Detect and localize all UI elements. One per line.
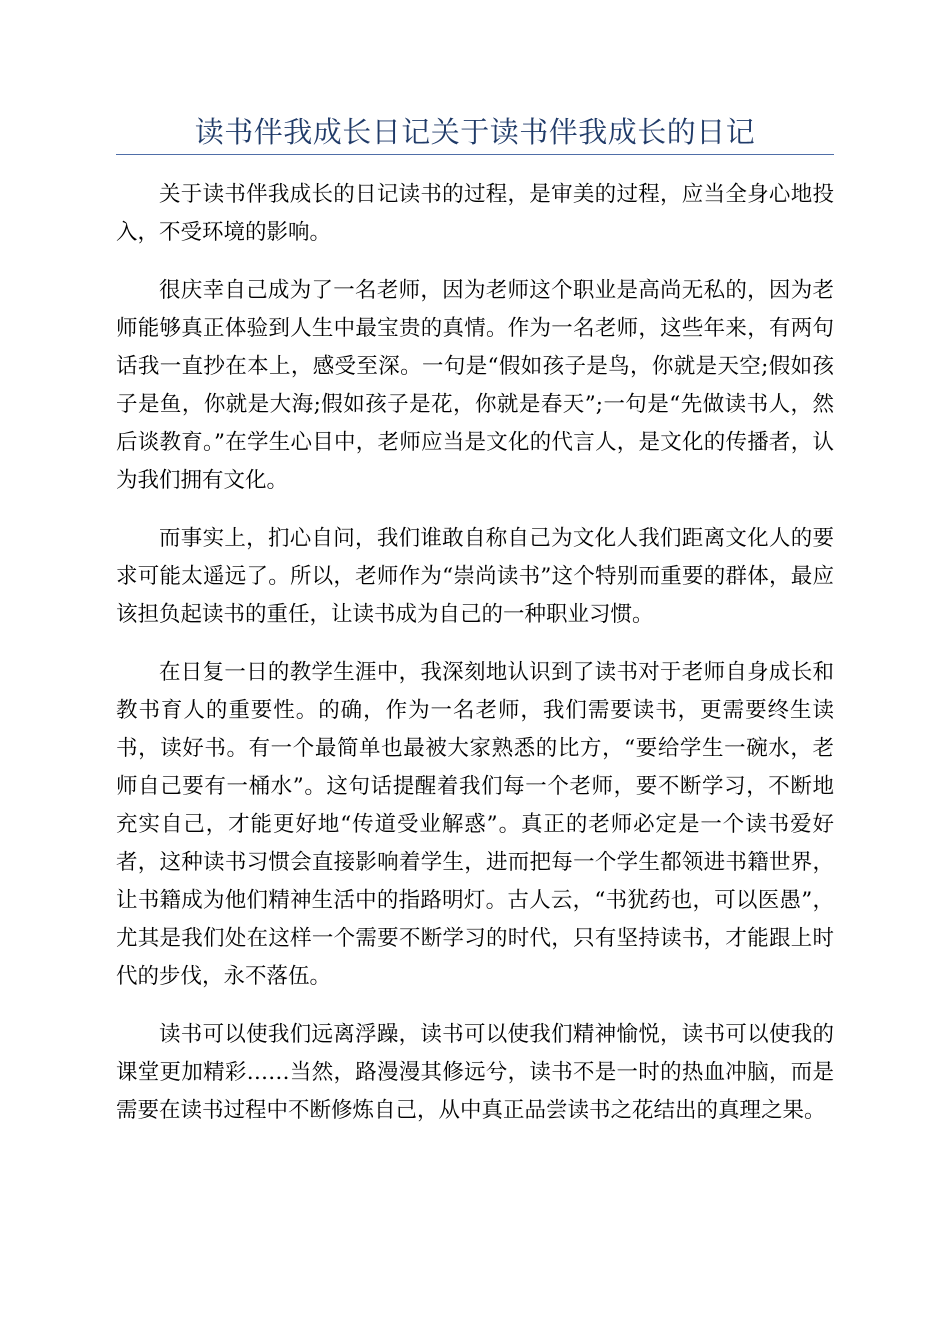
title-underline-rule — [116, 154, 834, 155]
document-body — [116, 176, 834, 1150]
paragraph-5: 读书可以使我们远离浮躁，读书可以使我们精神愉悦，读书可以使我的课堂更加精彩……当然，路漫漫其修远兮，读书不是一时的热血冲脑，而是需要在读书过程中不断修炼自己，从中真正品尝读书之花结出的真理之果。 — [116, 1022, 834, 1123]
paragraph-1: 关于读书伴我成长的日记读书的过程，是审美的过程，应当全身心地投入，不受环境的影响。 — [116, 182, 834, 245]
document-title: 读书伴我成长日记关于读书伴我成长的日记 — [194, 115, 756, 149]
paragraph-2: 很庆幸自己成为了一名老师，因为老师这个职业是高尚无私的，因为老师能够真正体验到人生中最宝贵的真情。作为一名老师，这些年来，有两句话我一直抄在本上，感受至深。一句是“假如孩子是鸟，你就是天空;假如孩子是鱼，你就是大海;假如孩子是花，你就是春天”;一句是“先做读书人，然后谈教育。”在学生心目中，老师应当是文化的代言人，是文化的传播者，认为我们拥有文化。 — [116, 278, 834, 493]
paragraph-3: 而事实上，扪心自问，我们谁敢自称自己为文化人我们距离文化人的要求可能太遥远了。所以，老师作为“崇尚读书”这个特别而重要的群体，最应该担负起读书的重任，让读书成为自己的一种职业习惯。 — [116, 526, 834, 627]
paragraph-4: 在日复一日的教学生涯中，我深刻地认识到了读书对于老师自身成长和教书育人的重要性。的确，作为一名老师，我们需要读书，更需要终生读书，读好书。有一个最简单也最被大家熟悉的比方，“要给学生一碗水，老师自己要有一桶水”。这句话提醒着我们每一个老师，要不断学习，不断地充实自己，才能更好地“传道受业解惑”。真正的老师必定是一个读书爱好者，这种读书习惯会直接影响着学生，进而把每一个学生都领进书籍世界，让书籍成为他们精神生活中的指路明灯。古人云，“书犹药也，可以医愚”，尤其是我们处在这样一个需要不断学习的时代，只有坚持读书，才能跟上时代的步伐，永不落伍。 — [116, 660, 834, 989]
